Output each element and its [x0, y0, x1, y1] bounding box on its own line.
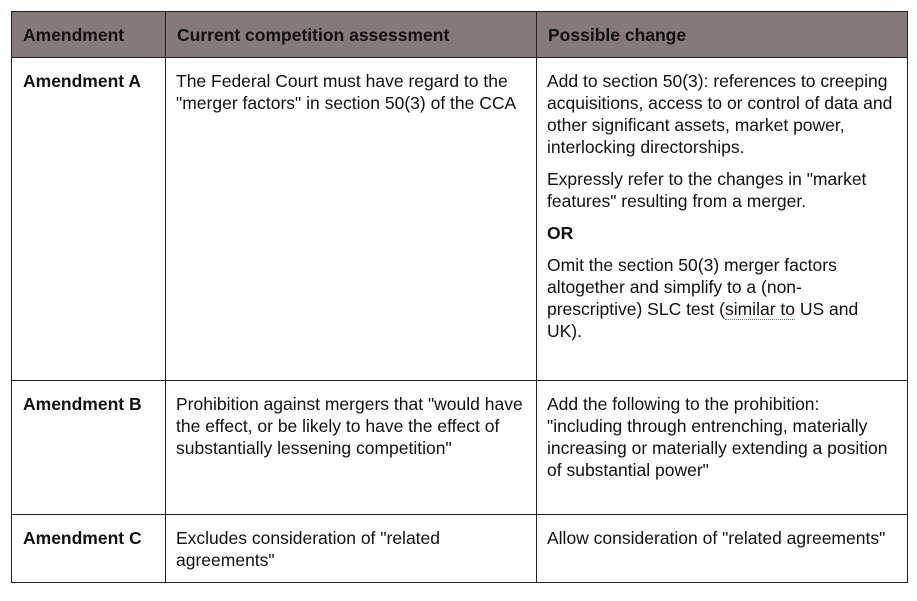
amendment-label: Amendment A — [12, 58, 166, 381]
change-text: US and UK). — [547, 299, 859, 341]
change-paragraph: Add to section 50(3): references to creeping acquisitions, access to or control of data and other significant assets, market power, interlocking directorships. — [547, 71, 893, 157]
header-amendment: Amendment — [12, 12, 166, 58]
spellcheck-underlined-text: similar to — [724, 299, 795, 319]
amendment-label: Amendment C — [12, 515, 166, 583]
amendment-label: Amendment B — [12, 381, 166, 515]
possible-change-cell: Allow consideration of "related agreements" — [537, 515, 908, 583]
current-assessment-cell: Excludes consideration of "related agreements" — [166, 515, 537, 583]
change-paragraph: Expressly refer to the changes in "market features" resulting from a merger. — [547, 169, 867, 211]
header-possible-change: Possible change — [537, 12, 908, 58]
possible-change-cell — [537, 58, 908, 381]
amendments-table — [11, 11, 908, 583]
possible-change-cell: Add the following to the prohibition: "including through entrenching, materially increasing or materially extending a position of substantial power" — [537, 381, 908, 515]
table-row — [12, 515, 908, 583]
table-row — [12, 381, 908, 515]
table-row — [12, 58, 908, 381]
or-separator: OR — [547, 223, 574, 243]
change-paragraph — [547, 254, 897, 342]
change-text: Omit the section 50(3) merger factors altogether and simplify to a (non-prescriptive) SLC test ( — [547, 255, 837, 319]
header-current-assessment: Current competition assessment — [166, 12, 537, 58]
header-row — [12, 12, 908, 58]
current-assessment-cell: Prohibition against mergers that "would have the effect, or be likely to have the effect of substantially lessening competition" — [166, 381, 537, 515]
current-assessment-cell: The Federal Court must have regard to the "merger factors" in section 50(3) of the CCA — [166, 58, 537, 381]
